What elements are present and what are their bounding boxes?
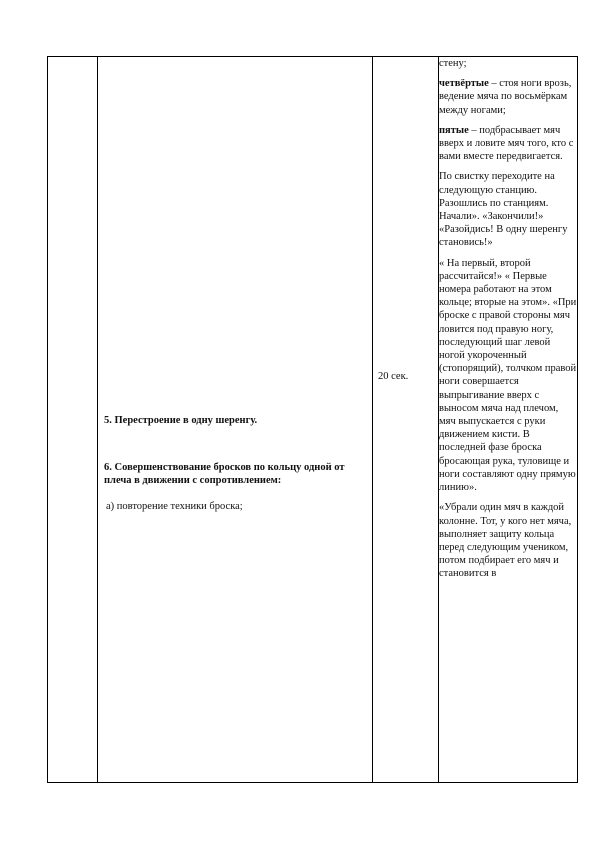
task-6a-item: а) повторение техники броска; xyxy=(106,501,243,512)
note-paragraph-1: стену; xyxy=(439,58,467,69)
note-paragraph-6: «Убрали один мяч в каждой колонне. Тот, у кого нет мяча, выполняет защиту кольца перед следующим учеником, потом подбирает его мяч и становится в xyxy=(439,502,572,580)
note-2-text: – стоя ноги врозь, ведение мяча по восьмёркам между ногами; xyxy=(439,78,572,116)
task-6-heading: 6. Совершенствование бросков по кольцу одной от плеча в движении с сопротивлением: xyxy=(104,462,345,486)
note-2-bold: четвёртые xyxy=(439,78,489,90)
content-column-cell xyxy=(98,57,373,783)
time-dosage: 20 сек. xyxy=(378,371,409,382)
note-3-bold: пятые xyxy=(439,124,469,136)
note-paragraph-5: « На первый, второй рассчитайся!» « Первые номера работают на этом кольце; вторые на этом». «При броске с правой стороны мяч ловится под правую ногу, последующий шаг левой ногой укороченный (стопорящий), толчком правой ноги совершается выпрыгивание вверх с выносом мяча над плечом, мяч выпускается с руки движением кисти. В последней фазе броска бросающая рука, туловище и ноги составляют одну прямую линию». xyxy=(439,257,577,494)
lesson-plan-table xyxy=(47,56,578,783)
note-paragraph-3 xyxy=(439,124,577,164)
number-column-cell xyxy=(48,57,98,783)
note-paragraph-4: По свистку переходите на следующую станцию. Разошлись по станциям. Начали». «Закончили!» «Разойдись! В одну шеренгу становись!» xyxy=(439,171,568,249)
guidelines-column-cell xyxy=(439,57,578,783)
lesson-plan-sheet xyxy=(47,56,575,783)
note-3-text: – подбрасывает мяч вверх и ловите мяч того, кто с вами вместе передвигается. xyxy=(439,124,574,163)
dosage-column-cell xyxy=(373,57,439,783)
note-paragraph-2 xyxy=(439,77,577,117)
task-5-heading: 5. Перестроение в одну шеренгу. xyxy=(104,415,258,426)
table-row xyxy=(48,57,578,783)
